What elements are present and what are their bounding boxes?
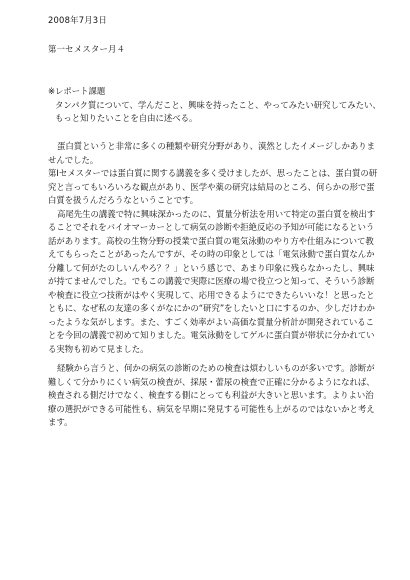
course-title: 第一セメスター月４ <box>48 44 126 54</box>
assignment-line-1: タンパク質について、学んだこと、興味を持ったこと、やってみたい研究してみたい、 <box>55 99 381 110</box>
paragraph-4: 経験から言うと、何かの病気の診断のための検査は煩わしいものが多いです。診断が難しくて分かりにくい病気の検査が、採尿・蕾尿の検査で正確に分かるようになれば、検査される側だけでなく、検査する側にとっても利益が大きいと思います。よりよい治療の選択ができる可能性も、病気を早期に発見する可能性も上がるのではないかと考えます。 <box>48 363 375 427</box>
assignment-block <box>48 85 388 126</box>
assignment-line-2: もっと知りたいことを自由に述べる。 <box>55 113 198 123</box>
report-date: 2008年7月3日 <box>48 15 107 25</box>
assignment-heading: ※レポート課題 <box>48 86 106 96</box>
paragraph-1: 蛋白質というと非常に多くの種類や研究分野があり、漠然としたイメージしかありませんでした。 <box>48 141 375 165</box>
paragraph-2: 第Ⅰセメスターでは蛋白質に関する講義を多く受けましたが、思ったことは、蛋白質の研究と言ってもいろいろな観点があり、医学や薬の研究は結局のところ、何らかの形で蛋白質を扱うんだろうなということです。 <box>48 168 378 205</box>
paragraph-3: 高尾先生の講義で特に興味深かったのに、質量分析法を用いて特定の蛋白質を検出することでそれをバイオマーカーとして病気の診断や拒絶反応の予知が可能になるという話があります。高校の生物分野の授業で蛋白質の電気泳動のやり方や仕組みについて教えてもらったことがあったんですが、その時の印象としては「電気泳動で蛋白質なんか分離して何がたのしいんやろ？？」という感じで、あまり印象に残らなかったし、興味が持てませんでした。でもこの講義で実際に医療の場で役立つと知って、そういう診断や検査に役立つ技術がはやく実現して、応用できるようにできたらいいな！と思ったとともに、なぜ私の友達の多くがなにかの“研究”をしたいと口にするのか、少しだけわかったような気がします。また、すごく効率がよい高価な質量分析計が開発されていることを今回の講義で初めて知りました。電気泳動をしてゲルに蛋白質が帯状に分かれている実物も初めて見ました。 <box>48 208 376 354</box>
report-body <box>48 140 380 430</box>
